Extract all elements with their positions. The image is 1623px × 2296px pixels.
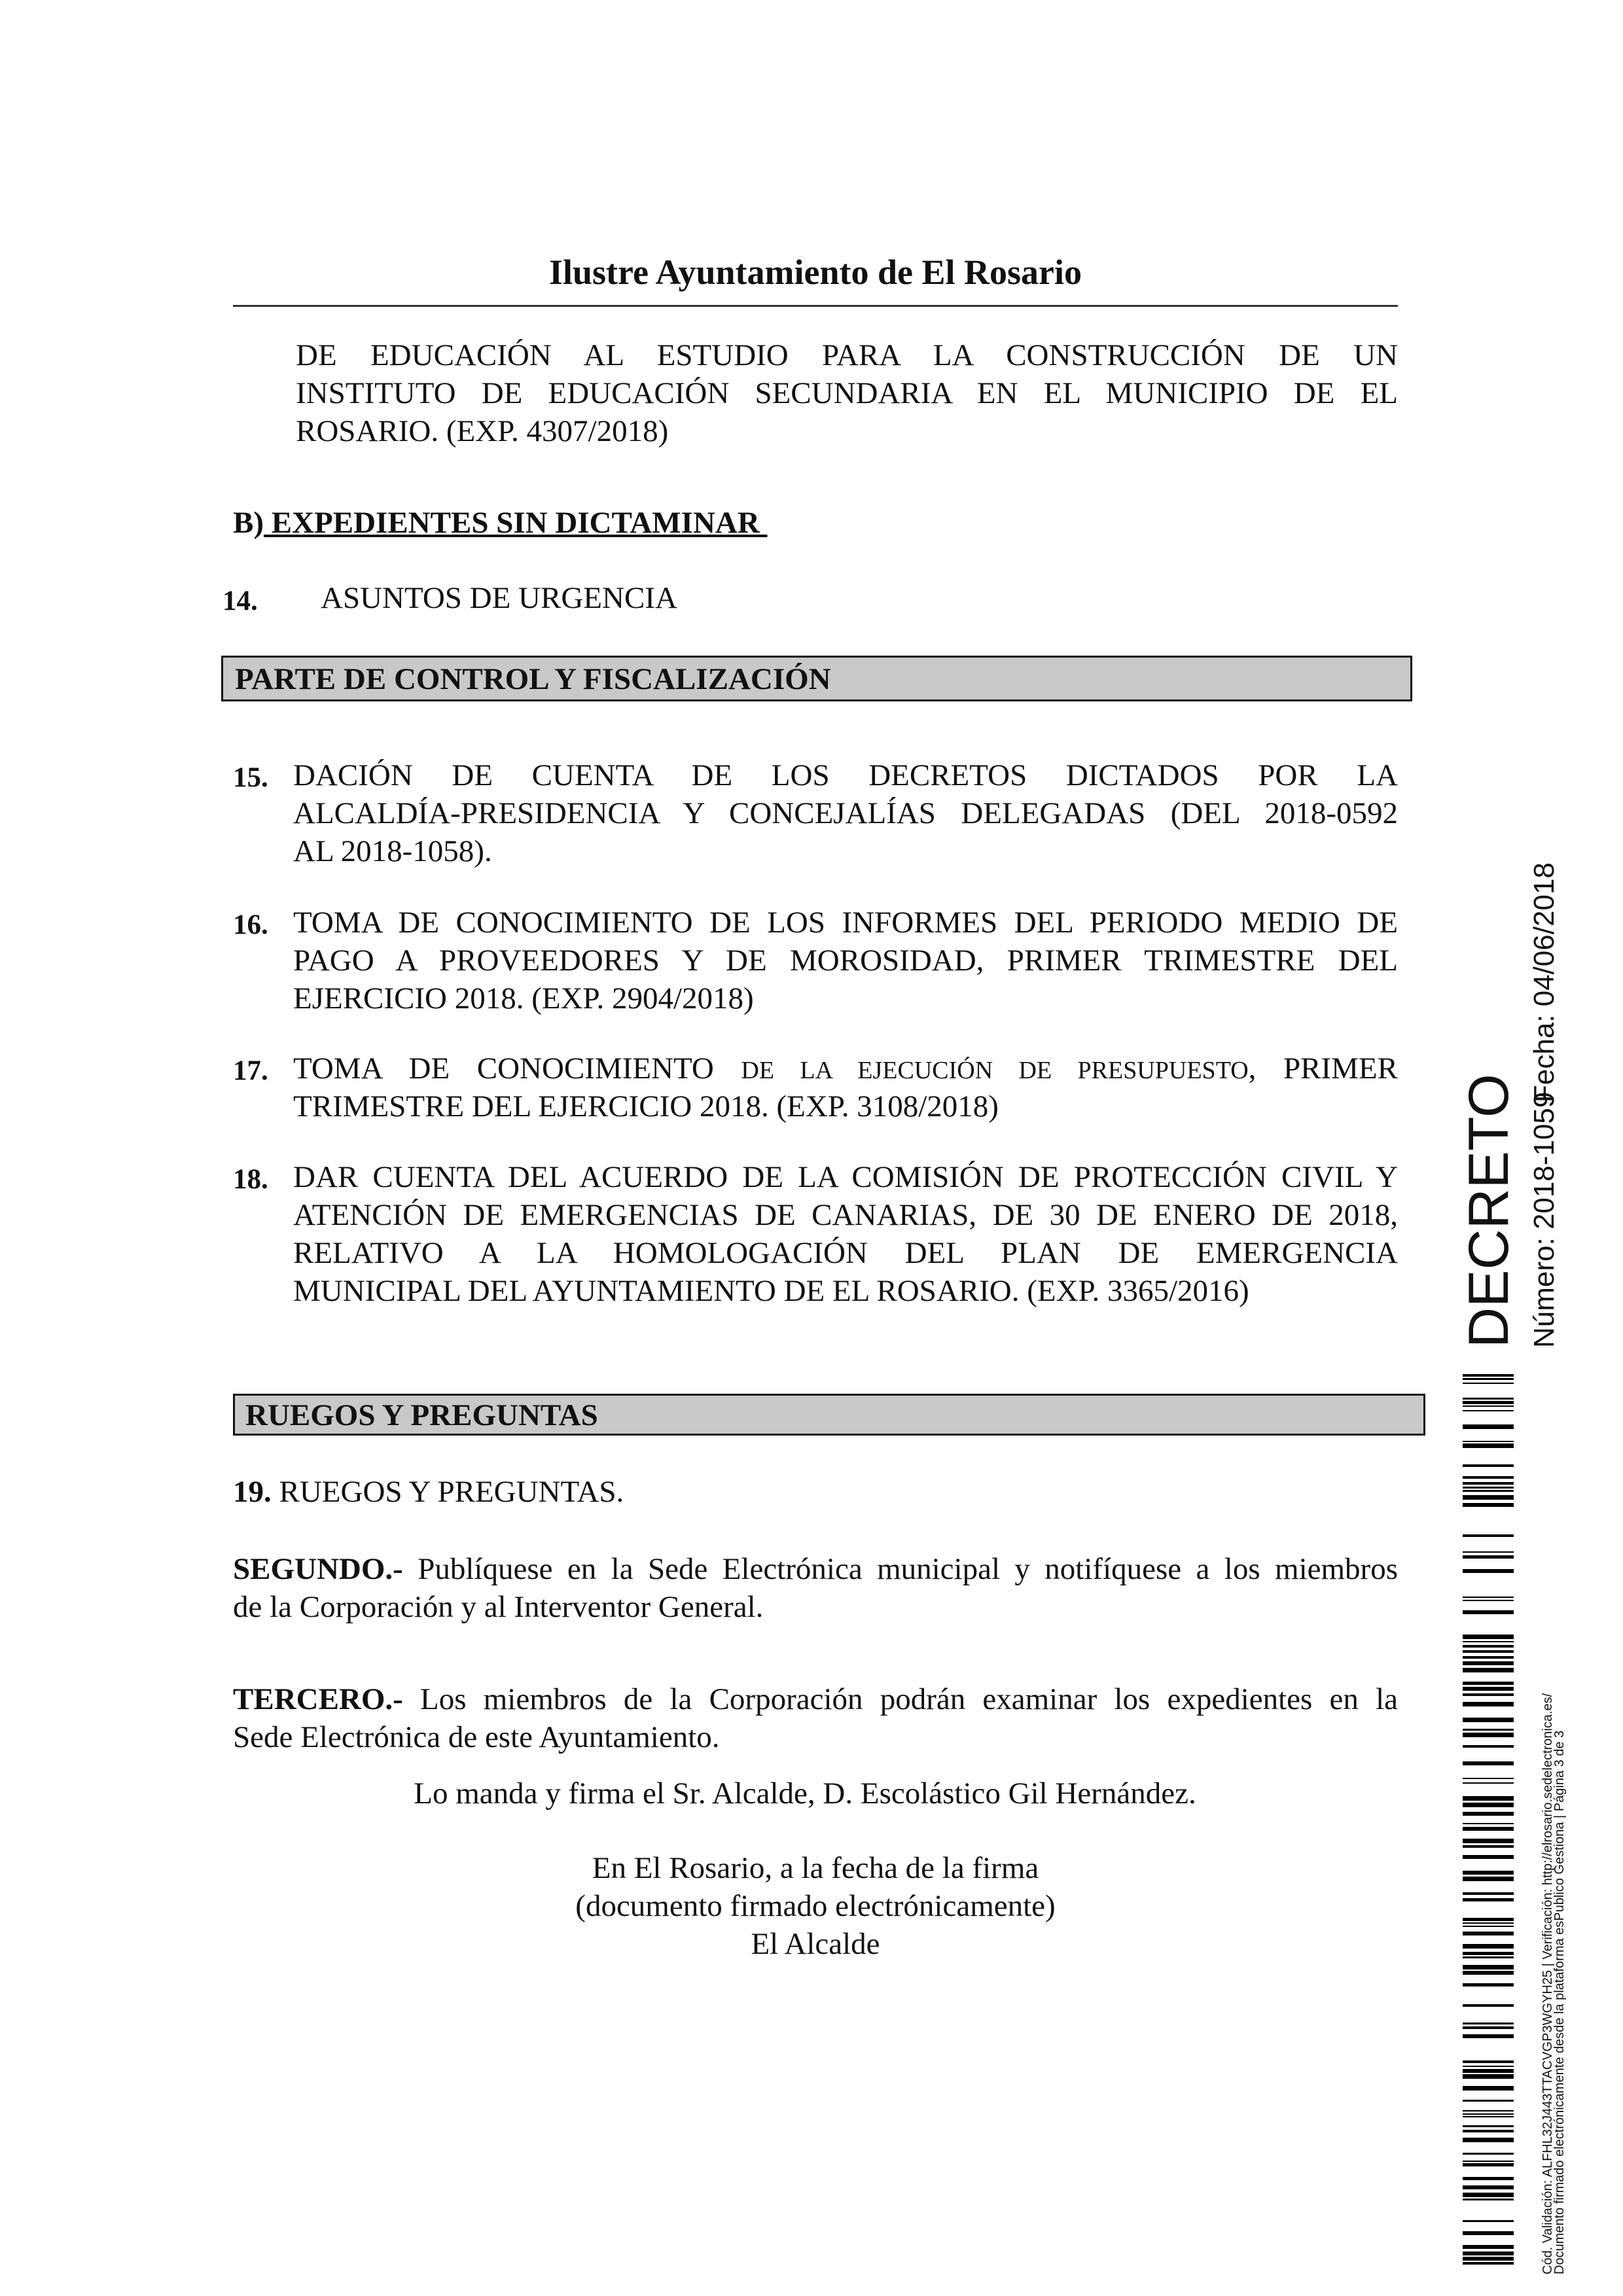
signature-platform-note: Documento firmado electrónicamente desde la plataforma esPublico Gestiona | Página 3 de 3 — [1552, 1730, 1567, 2274]
closing-signed-note: (documento firmado electrónicamente) — [575, 1889, 1056, 1923]
item-17-line-1 — [293, 1050, 1398, 1089]
closing-role: El Alcalde — [751, 1927, 880, 1961]
item-17-part-3: , PRIMER — [1248, 1051, 1398, 1086]
item-16-line-2: PAGO A PROVEEDORES Y DE MOROSIDAD, PRIMER TRIMESTRE DEL — [293, 944, 1398, 978]
section-b-title: EXPEDIENTES SIN DICTAMINAR — [264, 506, 768, 540]
item-15-line-3: AL 2018-1058). — [293, 834, 492, 868]
item-18-line-3: RELATIVO A LA HOMOLOGACIÓN DEL PLAN DE EMERGENCIA — [293, 1236, 1398, 1270]
item-14-text: ASUNTOS DE URGENCIA — [321, 581, 677, 615]
section-bar-ruegos-title: RUEGOS Y PREGUNTAS — [245, 1398, 598, 1432]
segundo-line-2: de la Corporación y al Interventor General. — [233, 1590, 764, 1624]
section-bar-control — [221, 656, 1412, 701]
tercero-text-1: Los miembros de la Corporación podrán examinar los expedientes en la — [402, 1682, 1398, 1716]
item-19-text: RUEGOS Y PREGUNTAS. — [271, 1475, 624, 1509]
header-divider — [233, 305, 1398, 307]
section-bar-ruegos — [233, 1394, 1425, 1436]
section-b-heading — [233, 504, 768, 542]
item-17-line-2: TRIMESTRE DEL EJERCICIO 2018. (EXP. 3108/2018) — [293, 1089, 999, 1123]
decreto-date: Fecha: 04/06/2018 — [1528, 862, 1560, 1103]
validation-sidebar — [1456, 862, 1567, 2290]
item-14-number: 14. — [223, 586, 258, 616]
continuation-line-1: DE EDUCACIÓN AL ESTUDIO PARA LA CONSTRUCCIÓN DE UN — [296, 338, 1398, 372]
item-17-part-1: TOMA DE CONOCIMIENTO — [293, 1051, 741, 1086]
item-18-line-4: MUNICIPAL DEL AYUNTAMIENTO DE EL ROSARIO. (EXP. 3365/2016) — [293, 1274, 1249, 1308]
section-bar-control-title: PARTE DE CONTROL Y FISCALIZACIÓN — [235, 662, 831, 696]
item-18-number: 18. — [233, 1164, 268, 1195]
decreto-number: Número: 2018-1059 — [1528, 1091, 1560, 1348]
item-16-line-1: TOMA DE CONOCIMIENTO DE LOS INFORMES DEL PERIODO MEDIO DE — [293, 906, 1398, 940]
item-15-number: 15. — [233, 762, 268, 793]
closing-manda: Lo manda y firma el Sr. Alcalde, D. Escolástico Gil Hernández. — [414, 1776, 1196, 1810]
item-19 — [233, 1473, 624, 1511]
closing-place: En El Rosario, a la fecha de la firma — [592, 1851, 1039, 1885]
item-19-number: 19. — [233, 1475, 272, 1509]
item-16-number: 16. — [233, 910, 268, 940]
segundo-line-1 — [233, 1550, 1398, 1588]
decreto-label: DECRETO — [1457, 1074, 1520, 1348]
validation-code: Cód. Validación: ALFHL32J443TTACVGP3WGYH25 | Verificación: http://elrosario.sedelectronica.es/ — [1541, 1693, 1555, 2274]
item-17-part-2: DE LA EJECUCIÓN DE PRESUPUESTO — [741, 1057, 1249, 1084]
item-15-line-1: DACIÓN DE CUENTA DE LOS DECRETOS DICTADOS POR LA — [293, 758, 1398, 792]
segundo-text-1: Publíquese en la Sede Electrónica municipal y notifíquese a los miembros — [402, 1552, 1398, 1586]
header-title: Ilustre Ayuntamiento de El Rosario — [548, 253, 1082, 292]
item-16-line-3: EJERCICIO 2018. (EXP. 2904/2018) — [293, 981, 754, 1016]
tercero-line-2: Sede Electrónica de este Ayuntamiento. — [233, 1720, 720, 1754]
continuation-line-3: ROSARIO. (EXP. 4307/2018) — [296, 414, 669, 448]
item-18-line-2: ATENCIÓN DE EMERGENCIAS DE CANARIAS, DE 30 DE ENERO DE 2018, — [293, 1198, 1398, 1232]
tercero-line-1 — [233, 1680, 1398, 1718]
item-17-number: 17. — [233, 1055, 268, 1086]
tercero-label: TERCERO.- — [233, 1682, 403, 1716]
item-15-line-2: ALCALDÍA-PRESIDENCIA Y CONCEJALÍAS DELEGADAS (DEL 2018-0592 — [293, 796, 1398, 830]
section-b-label: B) — [233, 506, 264, 540]
item-18-line-1: DAR CUENTA DEL ACUERDO DE LA COMISIÓN DE PROTECCIÓN CIVIL Y — [293, 1160, 1398, 1194]
barcode-image — [1463, 1374, 1514, 2277]
continuation-line-2: INSTITUTO DE EDUCACIÓN SECUNDARIA EN EL MUNICIPIO DE EL — [296, 376, 1398, 410]
segundo-label: SEGUNDO.- — [233, 1552, 403, 1586]
